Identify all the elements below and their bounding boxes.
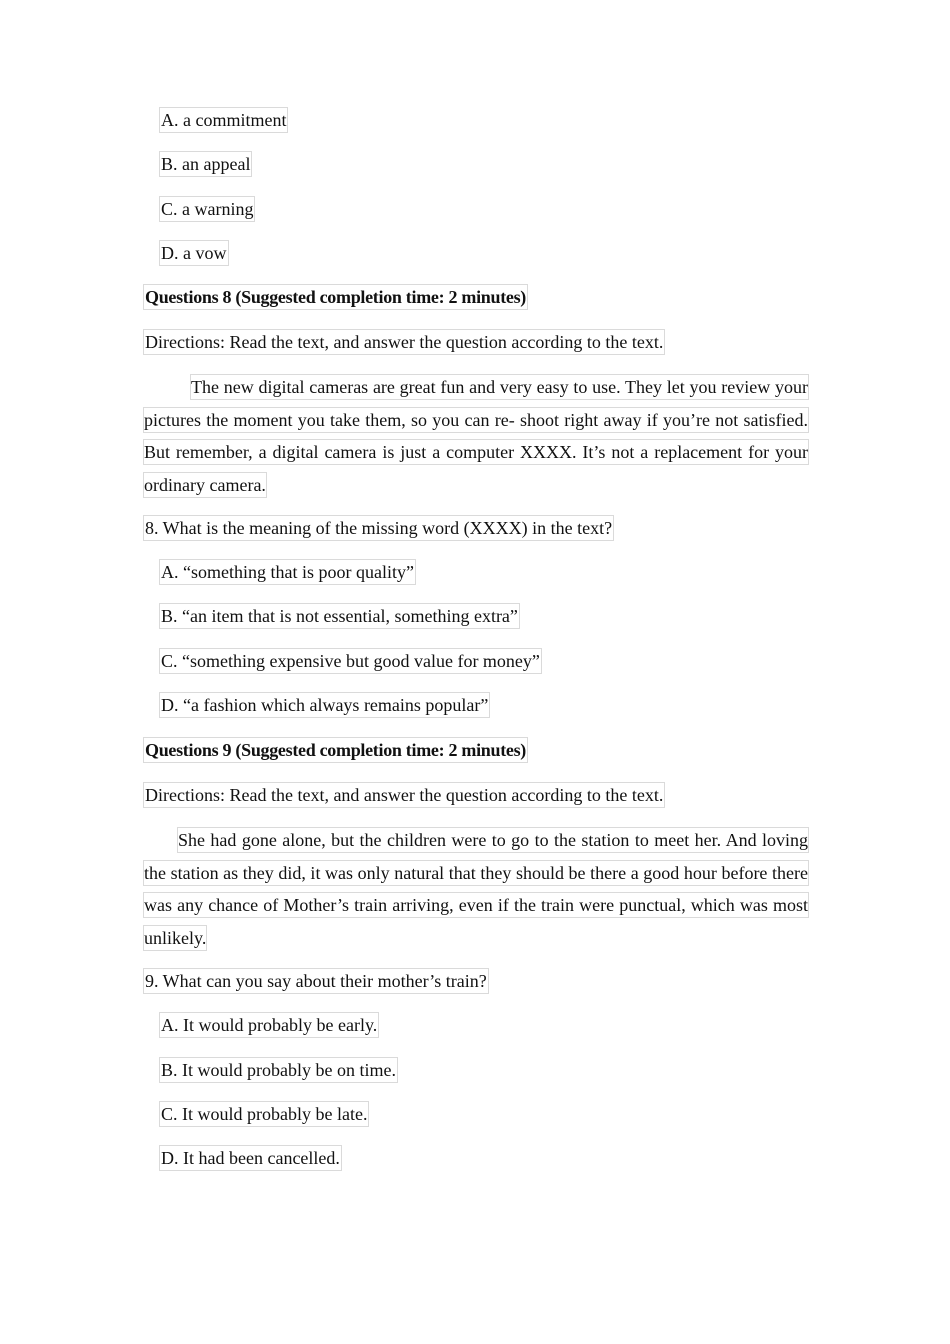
q9-passage-text: She had gone alone, but the children were to go to the station to meet her. And loving the station as they did, it was only natural that they should be there a good hour before there was any chance of Mother’s train arriving, even if the train were punctual, which was most unlikely. [143, 827, 809, 951]
q7-option-d: D. a vow [159, 240, 229, 266]
q8-passage-text: The new digital cameras are great fun and very easy to use. They let you review your pictures the moment you take them, so you can re- shoot right away if you’re not satisfied. But remember, a digital camera is just a computer XXXX. It’s not a replacement for your ordinary camera. [143, 374, 809, 498]
q9-passage [143, 824, 809, 954]
q8-question: 8. What is the meaning of the missing word (XXXX) in the text? [143, 515, 614, 541]
q9-question: 9. What can you say about their mother’s train? [143, 968, 489, 994]
q9-option-c: C. It would probably be late. [159, 1101, 369, 1127]
q7-option-b: B. an appeal [159, 151, 252, 177]
q9-directions: Directions: Read the text, and answer the question according to the text. [143, 782, 665, 808]
q9-option-a: A. It would probably be early. [159, 1012, 379, 1038]
q8-option-c: C. “something expensive but good value for money” [159, 648, 542, 674]
q9-heading: Questions 9 (Suggested completion time: 2 minutes) [143, 737, 528, 763]
q8-heading: Questions 8 (Suggested completion time: 2 minutes) [143, 284, 528, 310]
q8-directions: Directions: Read the text, and answer the question according to the text. [143, 329, 665, 355]
q7-option-c: C. a warning [159, 196, 255, 222]
q7-option-a: A. a commitment [159, 107, 288, 133]
q8-option-d: D. “a fashion which always remains popular” [159, 692, 490, 718]
q9-option-d: D. It had been cancelled. [159, 1145, 342, 1171]
q8-passage [143, 371, 809, 501]
q8-option-a: A. “something that is poor quality” [159, 559, 416, 585]
q9-option-b: B. It would probably be on time. [159, 1057, 398, 1083]
q8-option-b: B. “an item that is not essential, something extra” [159, 603, 520, 629]
